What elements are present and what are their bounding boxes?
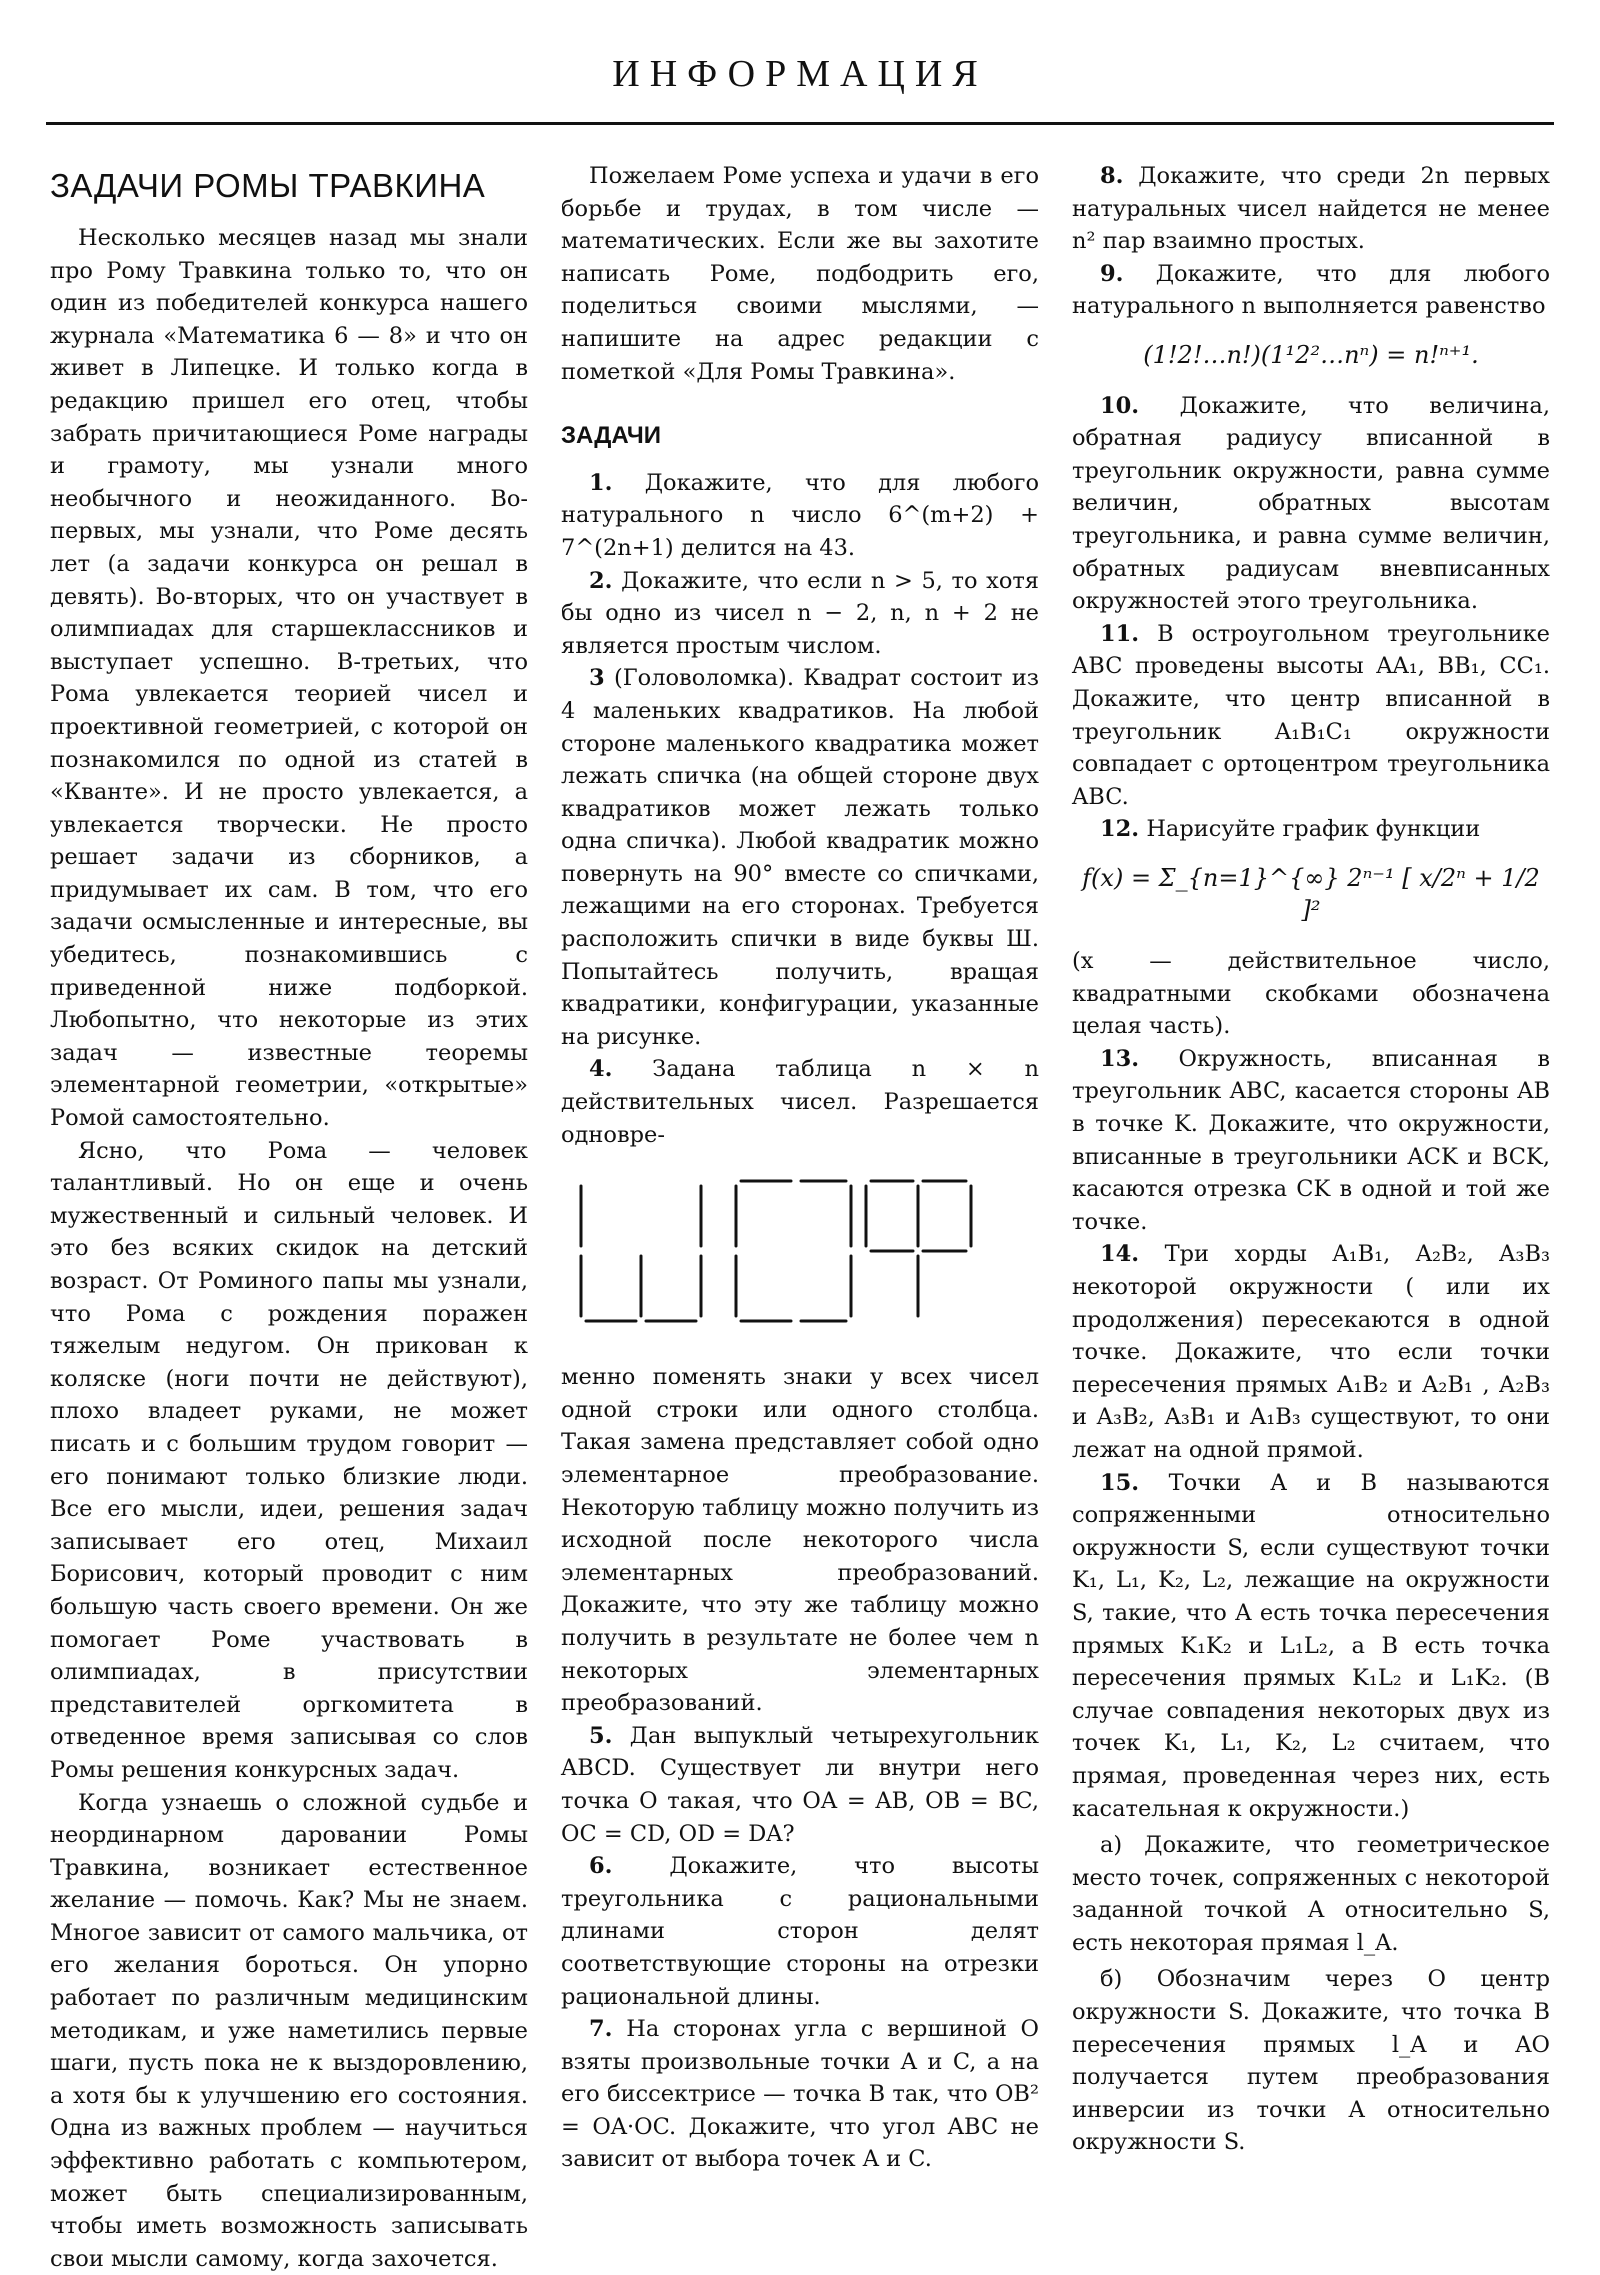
problem-15a: а) Докажите, что геометрическое место точек, сопряженных с некоторой заданной точкой A относительно S, есть некоторая прямая l_A.: [1072, 1829, 1550, 1959]
matchstick-figure-svg: [561, 1176, 981, 1336]
problem-number: 8.: [1100, 163, 1124, 189]
matchstick-figure: [561, 1151, 1039, 1361]
problem-3: [561, 662, 1039, 1053]
header-rule: [46, 122, 1554, 125]
problem-number: 5.: [589, 1723, 613, 1749]
problem-text: Докажите, что высоты треугольника с рациональными длинами сторон делят соответствующие стороны на отрезки рациональной длины.: [561, 1853, 1039, 2009]
problem-text: Точки A и B называются сопряженными относительно окружности S, если существуют точки K₁, L₁, K₂, L₂, лежащие на окружности S, такие, что A есть точка пересечения прямых K₁K₂ и L₁L₂, а B есть точка пересечения прямых K₁L₂ и L₁K₂. (В случае совпадения некоторых двух из точек K₁, L₁, K₂, L₂ считаем, что прямая, проведенная через них, есть касательная к окружности.): [1072, 1470, 1550, 1822]
problem-number: 3: [589, 665, 605, 691]
problem-15b: б) Обозначим через O центр окружности S. Докажите, что точка B пересечения прямых l_A и AO получается путем преобразования инверсии из точки A относительно окружности S.: [1072, 1963, 1550, 2159]
problem-text: Докажите, что для любого натурального n число 6^(m+2) + 7^(2n+1) делится на 43.: [561, 470, 1039, 561]
problem-4-cont: менно поменять знаки у всех чисел одной строки или одного столбца. Такая замена представляет собой одно элементарное преобразование. Некоторую таблицу можно получить из исходной после некоторого числа элементарных преобразований. Докажите, что эту же таблицу можно получить в результате не более чем n некоторых элементарных преобразований.: [561, 1361, 1039, 1720]
problem-text: Докажите, что для любого натурального n выполняется равенство: [1072, 261, 1550, 320]
problem-text: На сторонах угла с вершиной O взяты произвольные точки A и C, а на его биссектрисе — точка B так, что OB² = OA·OC. Докажите, что угол ABC не зависит от выбора точек A и C.: [561, 2016, 1039, 2172]
problem-number: 7.: [589, 2016, 613, 2042]
problem-5: [561, 1720, 1039, 1850]
problem-9: [1072, 258, 1550, 323]
problem-text: Докажите, что величина, обратная радиусу вписанной в треугольник окружности, равна сумме величин, обратных высотам треугольника, и равна сумме величин, обратных радиусам вневписанных окружностей этого треугольника.: [1072, 393, 1550, 615]
problem-text: Окружность, вписанная в треугольник ABC, касается стороны AB в точке K. Докажите, что окружности, вписанные в треугольники ACK и BCK, касаются отрезка CK в одной и той же точке.: [1072, 1046, 1550, 1235]
problem-number: 15.: [1100, 1470, 1139, 1496]
problem-2: [561, 565, 1039, 663]
problem-text: Дан выпуклый четырехугольник ABCD. Существует ли внутри него точка O такая, что OA = AB, OB = BC, OC = CD, OD = DA?: [561, 1723, 1039, 1847]
column-2: [561, 160, 1039, 2176]
problem-text: Задана таблица n × n действительных чисел. Разрешается одновре-: [561, 1056, 1039, 1147]
problem-1: [561, 467, 1039, 565]
problem-number: 2.: [589, 568, 613, 594]
paragraph: Когда узнаешь о сложной судьбе и неординарном даровании Ромы Травкина, возникает естественное желание — помочь. Как? Мы не знаем. Многое зависит от самого мальчика, от его желания бороться. Он упорно работает по различным медицинским методикам, и уже наметились первые шаги, пусть пока не к выздоровлению, а хотя бы к улучшению его состояния. Одна из важных проблем — научиться эффективно работать с компьютером, может быть специализированным, чтобы иметь возможность записывать свои мысли самому, когда захочется.: [50, 1787, 528, 2275]
problem-8: [1072, 160, 1550, 258]
problem-11: [1072, 618, 1550, 814]
problem-number: 14.: [1100, 1241, 1139, 1267]
problem-number: 6.: [589, 1853, 613, 1879]
problem-number: 11.: [1100, 621, 1139, 647]
column-1: [50, 160, 528, 2275]
problem-text: Докажите, что если n > 5, то хотя бы одно из чисел n − 2, n, n + 2 не является простым числом.: [561, 568, 1039, 659]
section-header: ИНФОРМАЦИЯ: [0, 52, 1600, 96]
problem-13: [1072, 1043, 1550, 1239]
problem-text: (Головоломка). Квадрат состоит из 4 маленьких квадратиков. На любой стороне маленького квадратика может лежать спичка (на общей стороне двух квадратиков может лежать только одна спичка). Любой квадратик можно повернуть на 90° вместе со спичками, лежащими на его сторонах. Требуется расположить спички в виде буквы Ш. Попытайтесь получить, вращая квадратики, конфигурации, указанные на рисунке.: [561, 665, 1039, 1050]
problem-12: [1072, 813, 1550, 846]
problem-7: [561, 2013, 1039, 2176]
problem-4: [561, 1053, 1039, 1151]
paragraph: Несколько месяцев назад мы знали про Рому Травкина только то, что он один из победителей конкурса нашего журнала «Математика 6 — 8» и что он живет в Липецке. И только когда в редакцию пришел его отец, чтобы забрать причитающиеся Роме награды и грамоту, мы узнали много необычного и неожиданного. Во-первых, мы узнали, что Роме десять лет (а задачи конкурса он решал в девять). Во-вторых, что он участвует в олимпиадах для старшеклассников и выступает успешно. В-третьих, что Рома увлекается теорией чисел и проективной геометрией, с которой он познакомился по одной из статей в «Кванте». И не просто увлекается, а увлекается творчески. Не просто решает задачи из сборников, а придумывает их сам. В том, что его задачи осмысленные и интересные, вы убедитесь, познакомившись с приведенной ниже подборкой. Любопытно, что некоторые из этих задач — известные теоремы элементарной геометрии, «открытые» Ромой самостоятельно.: [50, 222, 528, 1135]
formula: f(x) = Σ_{n=1}^{∞} 2ⁿ⁻¹ [ x/2ⁿ + 1/2 ]²: [1072, 862, 1550, 927]
problem-number: 9.: [1100, 261, 1124, 287]
problem-text: В остроугольном треугольнике ABC проведены высоты AA₁, BB₁, CC₁. Докажите, что центр вписанной в треугольник A₁B₁C₁ окружности совпадает с ортоцентром треугольника ABC.: [1072, 621, 1550, 810]
problem-text: Три хорды A₁B₁, A₂B₂, A₃B₃ некоторой окружности ( или их продолжения) пересекаются в одной точке. Докажите, что если точки пересечения прямых A₁B₂ и A₂B₁ , A₂B₃ и A₃B₂, A₃B₁ и A₁B₃ существуют, то они лежат на одной прямой.: [1072, 1241, 1550, 1463]
problem-10: [1072, 390, 1550, 618]
problem-number: 10.: [1100, 393, 1139, 419]
problem-number: 1.: [589, 470, 613, 496]
paragraph: Ясно, что Рома — человек талантливый. Но он еще и очень мужественный и сильный человек. И это без всяких скидок на детский возраст. От Роминого папы мы узнали, что Рома с рождения поражен тяжелым недугом. Он прикован к коляске (ноги почти не действуют), плохо владеет руками, не может писать и с большим трудом говорит — его понимают только близкие люди. Все его мысли, идеи, решения задач записывает его отец, Михаил Борисович, который проводит с ним большую часть своего времени. Он же помогает Роме участвовать в олимпиадах, в присутствии представителей оргкомитета в отведенное время записывая со слов Ромы решения конкурсных задач.: [50, 1135, 528, 1787]
problem-12-note: (x — действительное число, квадратными скобками обозначена целая часть).: [1072, 945, 1550, 1043]
problem-text: Докажите, что среди 2n первых натуральных чисел найдется не менее n² пар взаимно простых.: [1072, 163, 1550, 254]
problem-text: Нарисуйте график функции: [1146, 816, 1480, 842]
formula: (1!2!…n!)(1¹2²…nⁿ) = n!ⁿ⁺¹.: [1072, 339, 1550, 372]
problem-number: 12.: [1100, 816, 1139, 842]
article-title: ЗАДАЧИ РОМЫ ТРАВКИНА: [50, 166, 528, 206]
paragraph: Пожелаем Роме успеха и удачи в его борьбе и трудах, в том числе — математических. Если же вы захотите написать Роме, подбодрить его, поделиться своими мыслями, — напишите на адрес редакции с пометкой «Для Ромы Травкина».: [561, 160, 1039, 388]
problem-15: [1072, 1467, 1550, 1826]
problem-number: 4.: [589, 1056, 613, 1082]
column-3: [1072, 160, 1550, 2159]
problem-number: 13.: [1100, 1046, 1139, 1072]
problem-14: [1072, 1238, 1550, 1466]
problem-6: [561, 1850, 1039, 2013]
section-title: ЗАДАЧИ: [561, 420, 1039, 453]
